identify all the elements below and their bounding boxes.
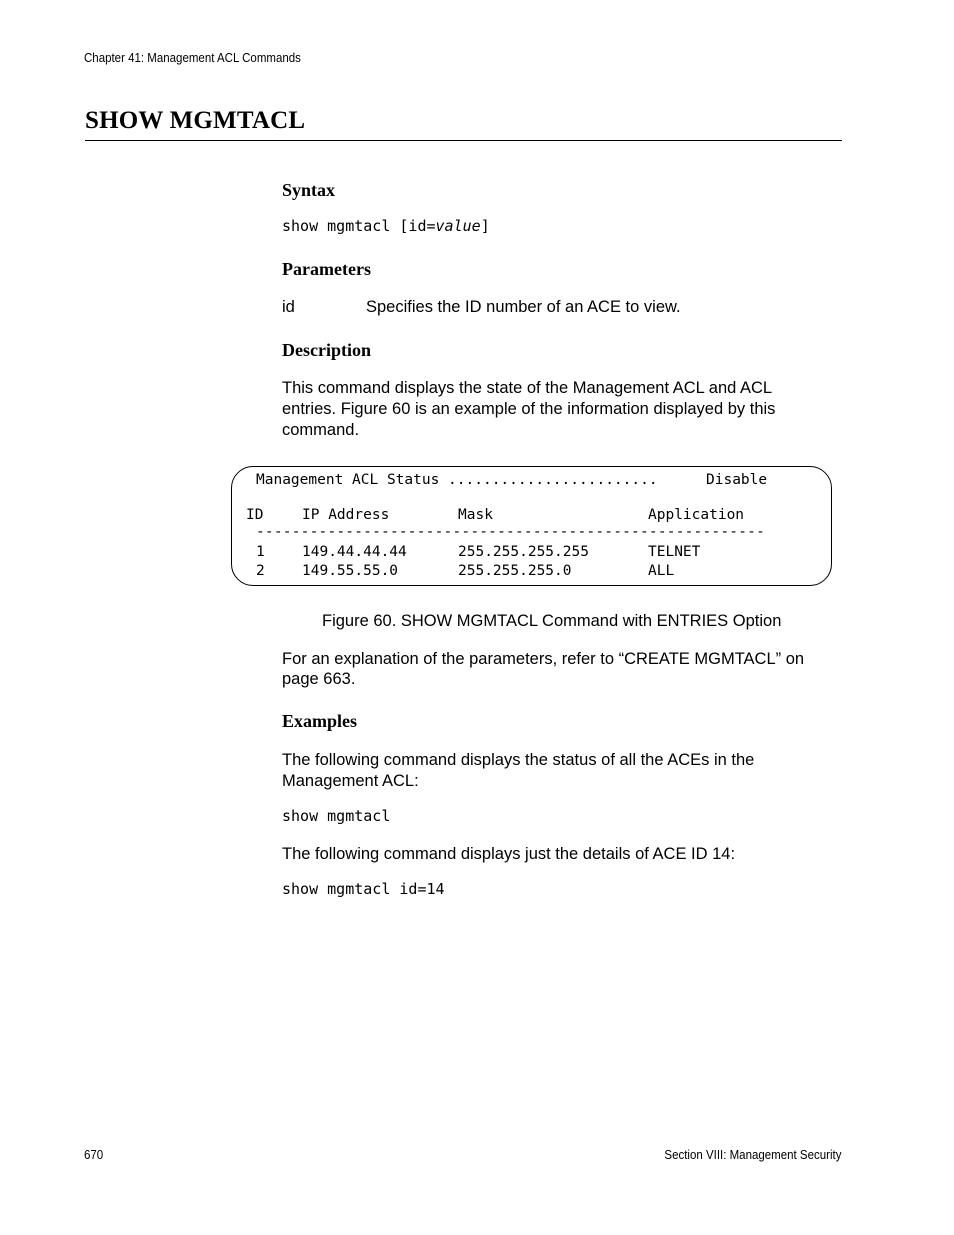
page-number: 670 xyxy=(84,1148,104,1162)
row-2-application: ALL xyxy=(648,563,675,579)
column-header-ip-address: IP Address xyxy=(302,507,390,523)
row-1-application: TELNET xyxy=(648,544,701,560)
row-2-mask: 255.255.255.0 xyxy=(458,563,572,579)
description-line-1: This command displays the state of the Management ACL and ACL xyxy=(282,379,773,397)
column-header-mask: Mask xyxy=(458,507,493,523)
table-separator: --------------------------------------------------------- xyxy=(256,524,765,540)
parameter-name: id xyxy=(282,298,295,316)
syntax-heading: Syntax xyxy=(282,180,336,200)
row-2-id: 2 xyxy=(256,563,265,579)
description-line-3: command. xyxy=(282,421,360,439)
description-line-2: entries. Figure 60 is an example of the information displayed by this xyxy=(282,400,776,418)
parameters-heading: Parameters xyxy=(282,259,371,279)
syntax-command-param: value xyxy=(435,217,481,235)
explanation-line-1: For an explanation of the parameters, refer to “CREATE MGMTACL” on xyxy=(282,650,805,668)
syntax-command-prefix: show mgmtacl [id= xyxy=(282,217,436,235)
figure-caption: Figure 60. SHOW MGMTACL Command with ENTRIES Option xyxy=(322,612,782,630)
status-label: Management ACL Status ........................ xyxy=(256,472,658,488)
description-heading: Description xyxy=(282,340,371,360)
section-footer: Section VIII: Management Security xyxy=(663,1148,841,1162)
page-title: SHOW MGMTACL xyxy=(85,107,306,134)
row-1-id: 1 xyxy=(256,544,265,560)
status-value: Disable xyxy=(706,472,768,488)
row-1-mask: 255.255.255.255 xyxy=(458,544,589,560)
examples-intro-2: The following command displays just the details of ACE ID 14: xyxy=(282,845,736,863)
parameter-description: Specifies the ID number of an ACE to view. xyxy=(366,298,681,316)
syntax-command xyxy=(282,217,490,235)
column-header-application: Application xyxy=(648,507,745,523)
row-1-ip-address: 149.44.44.44 xyxy=(302,544,407,560)
row-2-ip-address: 149.55.55.0 xyxy=(302,563,399,579)
examples-intro-1-line-1: The following command displays the status of all the ACEs in the xyxy=(282,751,755,769)
column-header-id: ID xyxy=(246,507,264,523)
explanation-line-2: page 663. xyxy=(282,670,356,688)
example-command-1: show mgmtacl xyxy=(282,807,391,825)
example-command-2: show mgmtacl id=14 xyxy=(282,880,445,898)
examples-intro-1-line-2: Management ACL: xyxy=(282,772,419,790)
running-header: Chapter 41: Management ACL Commands xyxy=(84,51,301,65)
syntax-command-suffix: ] xyxy=(480,217,490,235)
title-rule xyxy=(85,140,842,141)
examples-heading: Examples xyxy=(282,711,358,731)
